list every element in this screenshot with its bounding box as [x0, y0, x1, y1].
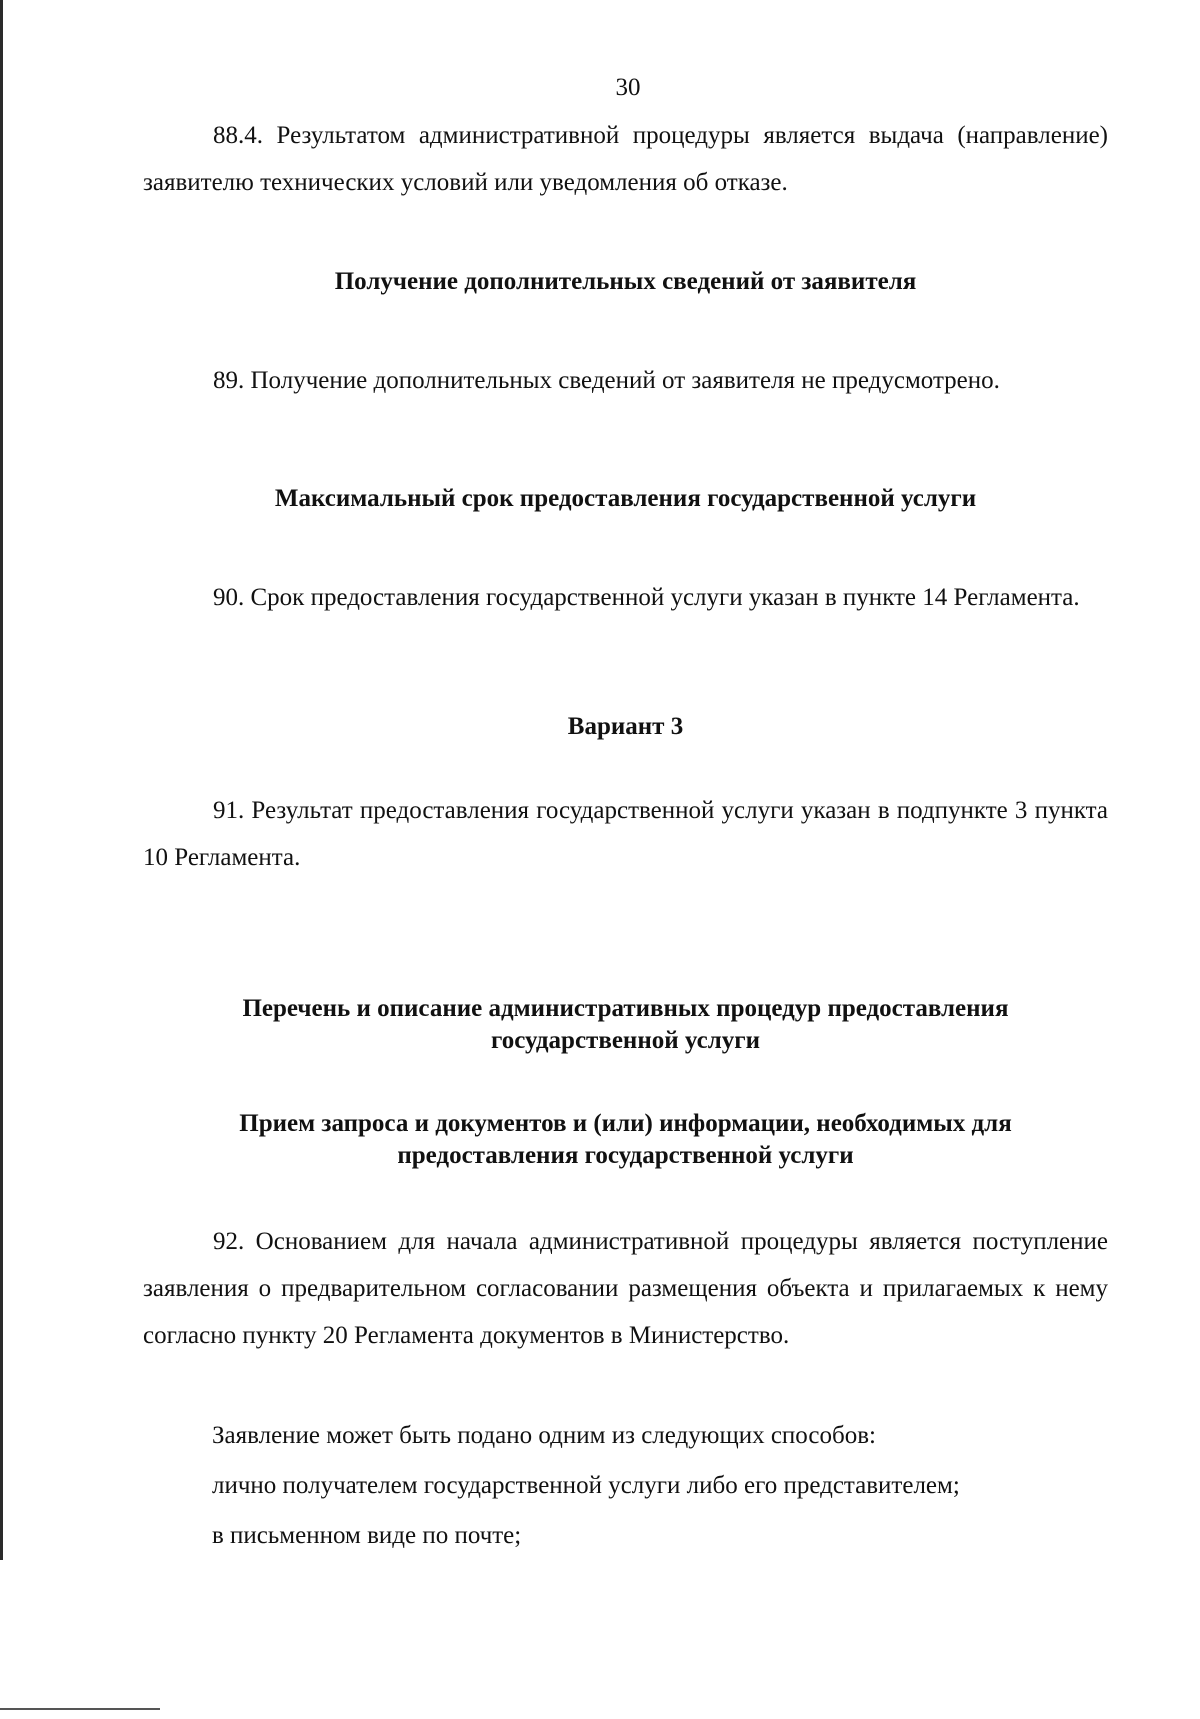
paragraph-submission-ways: Заявление может быть подано одним из следующих способов:	[212, 1422, 876, 1449]
scan-left-edge	[0, 0, 3, 1560]
paragraph-89: 89. Получение дополнительных сведений от заявителя не предусмотрено.	[213, 367, 1000, 394]
heading-variant-3: Вариант 3	[567, 713, 684, 740]
page-number: 30	[615, 74, 641, 101]
heading-procedures-list	[143, 993, 1108, 1057]
paragraph-88-4: 88.4. Результатом административной процедуры является выдача (направление) заявителю технических условий или уведомления об отказе.	[143, 122, 1108, 196]
paragraph-92: 92. Основанием для начала административной процедуры является поступление заявления о предварительном согласовании размещения объекта и прилагаемых к нему согласно пункту 20 Регламента документов в Министерство.	[143, 1228, 1108, 1349]
heading-procedures-list-line1: Перечень и описание административных процедур предоставления	[242, 995, 1009, 1022]
list-item-by-mail: в письменном виде по почте;	[212, 1522, 522, 1549]
heading-reception-line2: предоставления государственной услуги	[397, 1142, 854, 1169]
heading-max-term: Максимальный срок предоставления государственной услуги	[274, 485, 977, 512]
scan-bottom-edge	[0, 1708, 160, 1710]
paragraph-91: 91. Результат предоставления государственной услуги указан в подпункте 3 пункта 10 Регламента.	[143, 797, 1108, 871]
heading-additional-info: Получение дополнительных сведений от заявителя	[334, 268, 917, 295]
list-item-in-person: лично получателем государственной услуги либо его представителем;	[212, 1472, 960, 1499]
heading-reception-line1: Прием запроса и документов и (или) информации, необходимых для	[239, 1110, 1012, 1137]
heading-reception	[143, 1108, 1108, 1172]
paragraph-90: 90. Срок предоставления государственной услуги указан в пункте 14 Регламента.	[213, 584, 1080, 611]
heading-procedures-list-line2: государственной услуги	[490, 1027, 761, 1054]
